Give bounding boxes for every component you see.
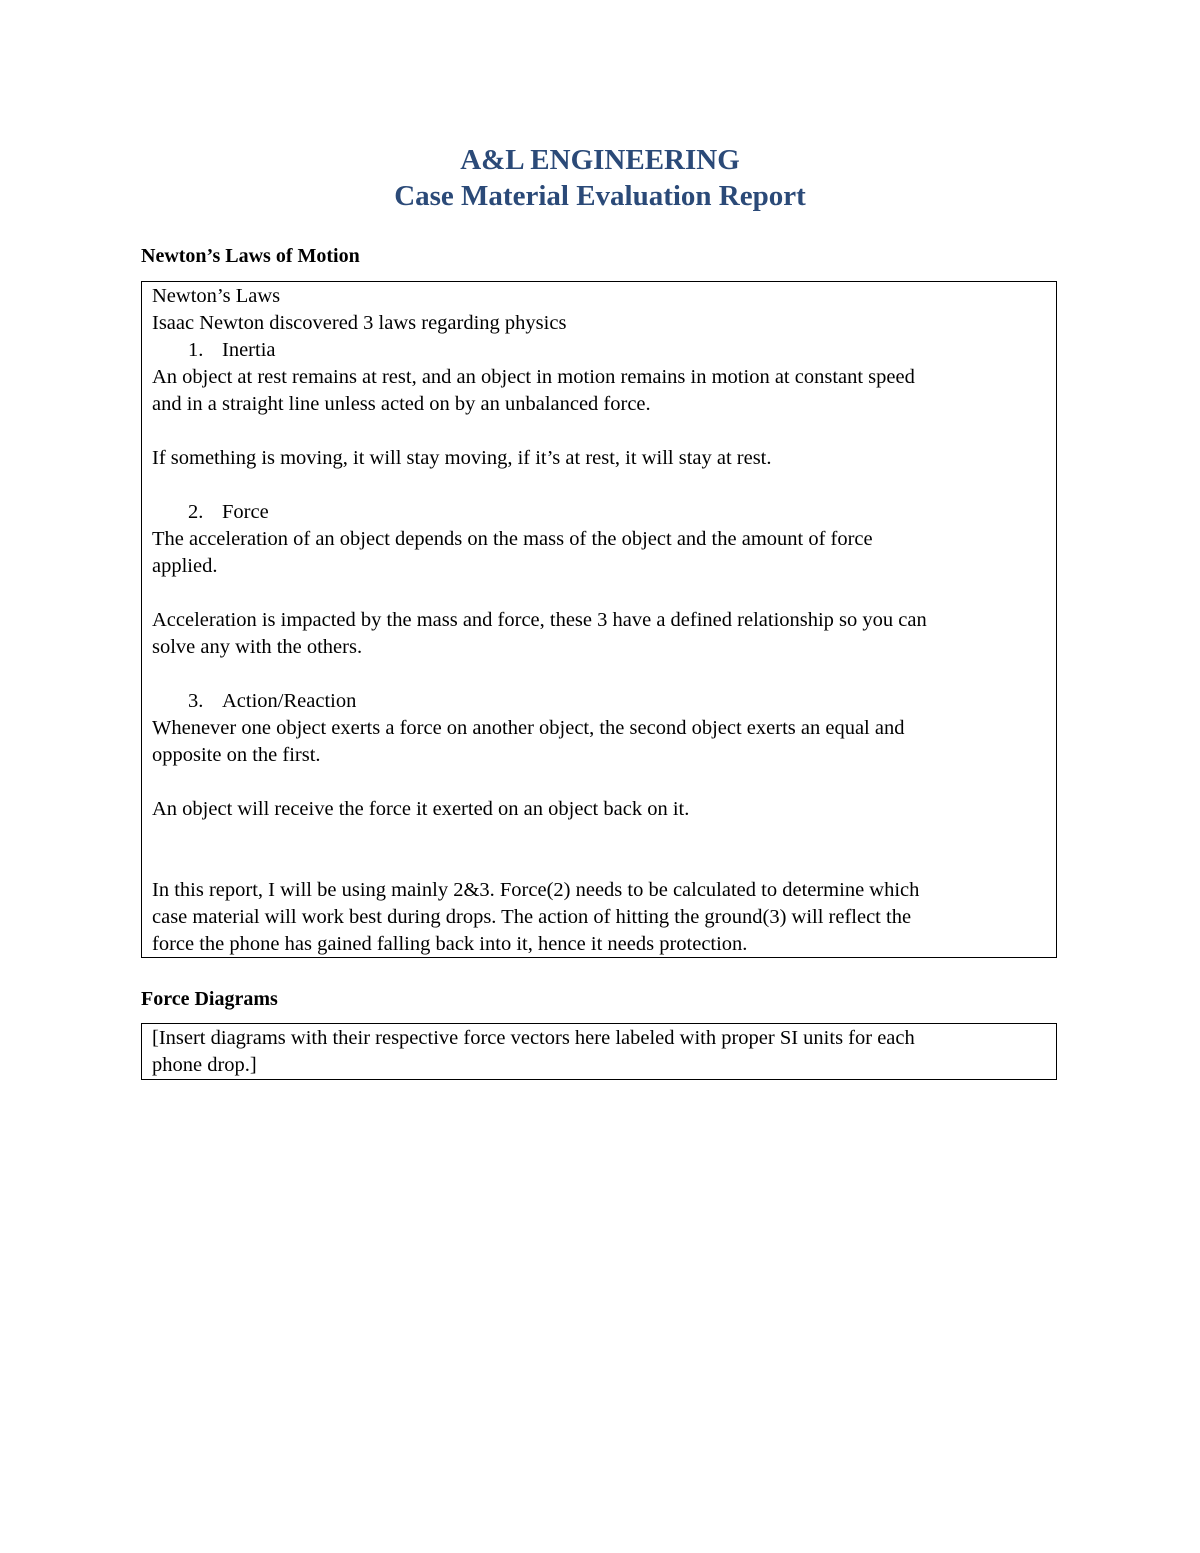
law-3-heading [152,688,1046,715]
law-3-definition-line: opposite on the first. [152,744,321,766]
law-1-heading [152,337,1046,364]
law-2-summary-line: solve any with the others. [152,636,363,658]
spacer [152,472,1046,499]
spacer [152,661,1046,688]
law-2-number: 2. [188,501,204,523]
law-3-summary-line: An object will receive the force it exerted on an object back on it. [152,798,690,820]
law-1-summary-line: If something is moving, it will stay moving, if it’s at rest, it will stay at rest. [152,447,772,469]
law-3-name: Action/Reaction [222,690,357,712]
company-title: A&L ENGINEERING [460,144,740,176]
law-1-name: Inertia [222,339,276,361]
conclusion-line: case material will work best during drops. The action of hitting the ground(3) will reflect the [152,906,912,928]
spacer [152,850,1046,877]
spacer [152,580,1046,607]
newtons-laws-box [141,281,1057,958]
spacer [152,823,1046,850]
section-heading-force-diagrams: Force Diagrams [141,988,278,1010]
law-2-name: Force [222,501,269,523]
spacer [152,418,1046,445]
force-diagrams-box [141,1023,1057,1080]
conclusion-line: force the phone has gained falling back into it, hence it needs protection. [152,933,748,955]
law-2-summary-line: Acceleration is impacted by the mass and force, these 3 have a defined relationship so you can [152,609,927,631]
law-2-definition-line: applied. [152,555,218,577]
report-title: Case Material Evaluation Report [394,180,806,212]
conclusion-line: In this report, I will be using mainly 2&3. Force(2) needs to be calculated to determine which [152,879,920,901]
spacer [152,769,1046,796]
intro-title: Newton’s Laws [152,285,281,307]
law-1-definition-line: and in a straight line unless acted on by an unbalanced force. [152,393,651,415]
placeholder-line: [Insert diagrams with their respective force vectors here labeled with proper SI units for each [152,1027,915,1049]
law-3-definition-line: Whenever one object exerts a force on another object, the second object exerts an equal and [152,717,905,739]
law-2-heading [152,499,1046,526]
law-1-number: 1. [188,339,204,361]
law-2-definition-line: The acceleration of an object depends on the mass of the object and the amount of force [152,528,873,550]
section-heading-newtons-laws: Newton’s Laws of Motion [141,245,360,267]
intro-text: Isaac Newton discovered 3 laws regarding physics [152,312,567,334]
law-1-definition-line: An object at rest remains at rest, and an object in motion remains in motion at constant speed [152,366,915,388]
placeholder-line: phone drop.] [152,1054,257,1076]
law-3-number: 3. [188,690,204,712]
